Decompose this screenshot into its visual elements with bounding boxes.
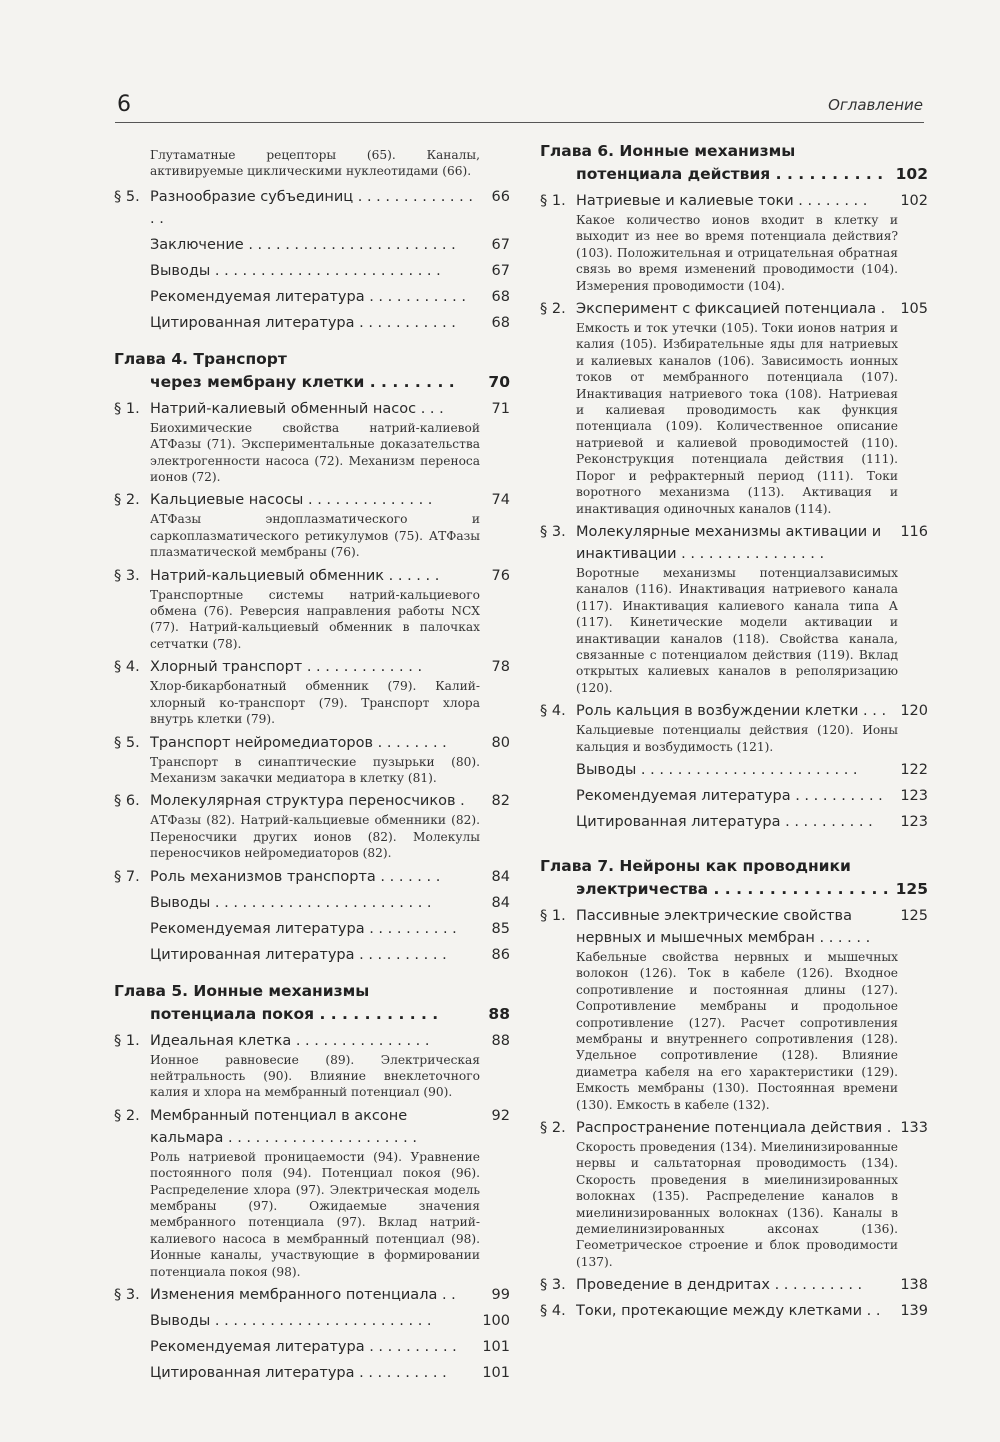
section-title: Выводы . . . . . . . . . . . . . . . . . . . . . . . . [150, 894, 432, 911]
chapter-7 [540, 855, 928, 1322]
section-title: Рекомендуемая литература . . . . . . . . . . [150, 1339, 457, 1355]
chapter-5-entries [114, 1030, 510, 1384]
section-page: 92 [491, 1107, 510, 1124]
toc-line [114, 1030, 510, 1052]
section-number: § 4. [114, 659, 140, 676]
section-page: 76 [491, 567, 510, 584]
section-title: Идеальная клетка . . . . . . . . . . . . . . . [150, 1032, 430, 1049]
section-number: § 6. [114, 793, 140, 810]
section-subtopics: Транспортные системы натрий-кальциевого обмена (76). Реверсия направления работы NCX (77). Натрий-кальциевый обменник в палочках сетчатки (78). [150, 587, 480, 651]
toc-entry [540, 1300, 928, 1322]
toc-entry [114, 790, 510, 861]
section-title: Заключение . . . . . . . . . . . . . . . . . . . . . . . [150, 236, 456, 253]
toc-entry [114, 260, 510, 282]
section-subtopics: Хлор-бикарбонатный обменник (79). Калий-хлорный ко-транспорт (79). Транспорт хлора внутрь клетки (79). [150, 679, 480, 727]
toc-entry [540, 811, 928, 833]
section-title: Распространение потенциала действия . [576, 1120, 892, 1137]
toc-entry [540, 700, 928, 755]
toc-line [540, 811, 928, 833]
toc-line [540, 1117, 928, 1139]
section-number: § 5. [114, 734, 140, 751]
toc-entry [114, 892, 510, 914]
toc-entry [540, 521, 928, 696]
toc-line [540, 298, 928, 320]
section-number: § 5. [114, 188, 140, 205]
toc-line [540, 785, 928, 807]
section-page: 78 [491, 659, 510, 676]
section-page: 85 [491, 920, 510, 937]
chapter-title-cont: потенциала действия . . . . . . . . . . [576, 165, 884, 183]
toc-line [114, 489, 510, 511]
section-page: 74 [491, 492, 510, 509]
section-number: § 2. [114, 1107, 140, 1124]
section-number: § 2. [540, 1120, 566, 1137]
section-page: 138 [900, 1277, 928, 1294]
right-column [540, 140, 928, 1322]
toc-entry [540, 298, 928, 517]
section-title: Цитированная литература . . . . . . . . . . . [150, 314, 456, 331]
section-page: 84 [491, 894, 510, 911]
chapter-6 [540, 140, 928, 833]
left-column [114, 147, 510, 1384]
section-title: Проведение в дендритах . . . . . . . . . . [576, 1277, 863, 1294]
running-title: Оглавление [828, 96, 923, 114]
section-page: 84 [491, 868, 510, 885]
section-page: 133 [900, 1120, 928, 1137]
section-subtopics: Транспорт в синаптические пузырьки (80). Механизм закачки медиатора в клетку (81). [150, 754, 480, 785]
section-number: § 3. [540, 523, 566, 540]
section-page: 101 [482, 1339, 510, 1355]
section-title: Выводы . . . . . . . . . . . . . . . . . . . . . . . . [576, 761, 858, 778]
chapter-title: Глава 6. Ионные механизмы [540, 142, 796, 160]
section-number: § 2. [114, 492, 140, 509]
section-page: 67 [491, 262, 510, 279]
section-page: 68 [491, 314, 510, 331]
toc-line [114, 866, 510, 888]
section-title: Натриевые и калиевые токи . . . . . . . . [576, 193, 868, 209]
section-title: Молекулярные механизмы активации и инактивации . . . . . . . . . . . . . . . . [576, 523, 882, 562]
toc-entry [540, 1274, 928, 1296]
section-page: 67 [491, 236, 510, 253]
section-title: Цитированная литература . . . . . . . . . . [576, 813, 873, 830]
section-subtopics: АТФазы эндоплазматического и саркоплазматического ретикулумов (75). АТФазы плазматической мембраны (76). [150, 512, 480, 560]
section-title: Разнообразие субъединиц . . . . . . . . . . . . . . . [150, 188, 473, 227]
toc-line [540, 190, 928, 212]
toc-entry [540, 785, 928, 807]
ch3-tail [114, 186, 510, 334]
section-page: 86 [491, 946, 510, 963]
section-number: § 4. [540, 703, 566, 720]
section-page: 120 [900, 703, 928, 720]
toc-line [114, 565, 510, 587]
toc-entry [114, 944, 510, 966]
section-number: § 3. [114, 567, 140, 584]
chapter-5 [114, 980, 510, 1384]
section-title: Цитированная литература . . . . . . . . . . [150, 1365, 447, 1381]
section-number: § 2. [540, 301, 566, 318]
section-number: § 1. [114, 400, 140, 417]
section-title: Рекомендуемая литература . . . . . . . . . . . [150, 288, 466, 305]
toc-entry [114, 918, 510, 940]
toc-line [540, 521, 928, 565]
toc-line [114, 398, 510, 420]
toc-line [114, 312, 510, 334]
chapter-4-entries [114, 398, 510, 966]
chapter-page: 125 [895, 879, 928, 898]
toc-entry [114, 398, 510, 486]
toc-entry [114, 312, 510, 334]
section-title: Выводы . . . . . . . . . . . . . . . . . . . . . . . . . [150, 262, 441, 279]
section-page: 122 [900, 761, 928, 778]
toc-entry [114, 1030, 510, 1101]
toc-line [114, 260, 510, 282]
section-title: Натрий-кальциевый обменник . . . . . . [150, 567, 440, 584]
section-title: Транспорт нейромедиаторов . . . . . . . . [150, 734, 447, 751]
chapter-page: 102 [895, 165, 928, 183]
section-number: § 3. [540, 1277, 566, 1294]
toc-entry [114, 565, 510, 653]
section-page: 101 [482, 1365, 510, 1381]
section-number: § 1. [540, 907, 566, 924]
section-subtopics: Емкость и ток утечки (105). Токи ионов натрия и калия (105). Избирательные яды для натриевых и калиевых каналов (106). Зависимость ионных токов от мембранного потенциала (107). Инактивация натриевого тока (108). Натриевая и калиевая проводимость как функция потенциала (109). Количественное описание натриевой и калиевой проводимостей (110). Реконструкция потенциала действия (111). Порог и рефрактерный период (111). Токи воротного механизма (113). Активация и инактивация одиночных каналов (114). [576, 321, 898, 516]
toc-line [114, 186, 510, 230]
chapter-title-cont: через мембрану клетки . . . . . . . . [150, 372, 455, 391]
chapter-title: Глава 5. Ионные механизмы [114, 981, 370, 1000]
section-number: § 1. [114, 1032, 140, 1049]
prefix-text: Глутаматные рецепторы (65). Каналы, активируемые циклическими нуклеотидами (66). [150, 148, 480, 179]
toc-entry [540, 905, 928, 1113]
chapter-7-entries [540, 905, 928, 1322]
toc-entry [114, 186, 510, 230]
section-page: 123 [900, 813, 928, 830]
section-page: 102 [900, 193, 928, 209]
toc-entry [114, 656, 510, 727]
toc-line [114, 1336, 510, 1358]
toc-entry [114, 234, 510, 256]
section-page: 68 [491, 288, 510, 305]
chapter-title: Глава 7. Нейроны как проводники [540, 856, 851, 875]
chapter-page: 70 [488, 372, 510, 391]
section-title: Пассивные электрические свойства нервных и мышечных мембран . . . . . . [576, 907, 871, 946]
toc-line [540, 700, 928, 722]
toc-line [114, 1284, 510, 1306]
section-subtopics: Скорость проведения (134). Миелинизированные нервы и сальтаторная проводимость (134). Скорость проведения в миелинизированных волокнах (135). Распределение каналов в миелинизированных волокнах (136). Каналы в демиелинизированных аксонах (136). Геометрическое строение и блок проводимости (137). [576, 1140, 898, 1269]
chapter-title: Глава 4. Транспорт [114, 349, 287, 368]
section-title: Эксперимент с фиксацией потенциала . [576, 301, 886, 318]
section-title: Роль механизмов транспорта . . . . . . . [150, 868, 441, 885]
toc-line [114, 1362, 510, 1384]
section-page: 66 [491, 188, 510, 205]
toc-line [114, 234, 510, 256]
chapter-4 [114, 348, 510, 966]
section-page: 125 [900, 907, 928, 924]
toc-line [114, 892, 510, 914]
section-subtopics: Биохимические свойства натрий-калиевой АТФазы (71). Экспериментальные доказательства электрогенности насоса (72). Механизм переноса ионов (72). [150, 420, 480, 485]
section-title: Мембранный потенциал в аксоне кальмара . . . . . . . . . . . . . . . . . . . . . [150, 1107, 417, 1146]
section-page: 116 [900, 523, 928, 540]
toc-line [114, 944, 510, 966]
toc-entry [114, 489, 510, 560]
toc-entry [114, 1284, 510, 1306]
section-title: Токи, протекающие между клетками . . [576, 1303, 881, 1320]
toc-entry [540, 190, 928, 294]
chapter-title-cont: потенциала покоя . . . . . . . . . . . [150, 1004, 439, 1023]
section-subtopics: Воротные механизмы потенциалзависимых каналов (116). Инактивация натриевого канала (117). Инактивация калиевого канала типа А (117). Кинетические модели активации и инактивации каналов (118). Свойства канала, связанные с потенциалом действия (119). Вклад открытых калиевых каналов в реполяризацию (120). [576, 565, 898, 695]
section-subtopics: Роль натриевой проницаемости (94). Уравнение постоянного поля (94). Потенциал покоя (96). Распределение хлора (97). Электрическая модель мембраны (97). Ожидаемые значения мембранного потенциала (97). Вклад натрий-калиевого насоса в мембранный потенциал (98). Ионные каналы, участвующие в формировании потенциала покоя (98). [150, 1149, 480, 1279]
chapter-6-entries [540, 190, 928, 833]
section-page: 71 [491, 400, 510, 417]
toc-line [114, 1105, 510, 1149]
page-number: 6 [117, 92, 131, 117]
toc-line [114, 732, 510, 754]
section-page: 123 [900, 787, 928, 804]
section-title: Рекомендуемая литература . . . . . . . . . . [576, 787, 883, 804]
section-subtopics: Кабельные свойства нервных и мышечных волокон (126). Ток в кабеле (126). Входное сопротивление и постоянная длины (127). Сопротивление мембраны и продольное сопротивление (127). Расчет сопротивления мембраны и внутреннего сопротивления (128). Удельное сопротивление (128). Влияние диаметра кабеля на его характеристики (129). Емкость мембраны (130). Постоянная времени (130). Емкость в кабеле (132). [576, 949, 898, 1112]
chapter-page: 88 [488, 1004, 510, 1023]
section-title: Выводы . . . . . . . . . . . . . . . . . . . . . . . . [150, 1313, 432, 1329]
section-page: 100 [482, 1313, 510, 1329]
section-page: 105 [900, 301, 928, 318]
section-number: § 7. [114, 868, 140, 885]
toc-entry [540, 759, 928, 781]
toc-entry [114, 1362, 510, 1384]
header-rule [115, 122, 924, 123]
section-page: 88 [491, 1032, 510, 1049]
section-title: Молекулярная структура переносчиков . [150, 793, 465, 810]
section-subtopics: Ионное равновесие (89). Электрическая нейтральность (90). Влияние внеклеточного калия и хлора на мембранный потенциал (90). [150, 1052, 480, 1100]
toc-line [540, 1274, 928, 1296]
toc-line [540, 759, 928, 781]
section-title: Цитированная литература . . . . . . . . . . [150, 946, 447, 963]
section-page: 82 [491, 793, 510, 810]
toc-line [114, 656, 510, 678]
toc-entry [114, 866, 510, 888]
section-page: 99 [491, 1287, 510, 1303]
toc-line [114, 286, 510, 308]
section-subtopics: Кальциевые потенциалы действия (120). Ионы кальция и возбудимость (121). [576, 723, 898, 754]
toc-entry [114, 1310, 510, 1332]
chapter-title-cont: электричества . . . . . . . . . . . . . . . . [576, 879, 889, 898]
toc-line [540, 1300, 928, 1322]
section-number: § 4. [540, 1303, 566, 1320]
section-title: Хлорный транспорт . . . . . . . . . . . . . [150, 659, 423, 676]
section-title: Изменения мембранного потенциала . . [150, 1287, 456, 1303]
toc-entry [540, 1117, 928, 1270]
toc-entry [114, 286, 510, 308]
section-title: Кальциевые насосы . . . . . . . . . . . . . . [150, 492, 433, 509]
toc-line [114, 1310, 510, 1332]
section-page: 80 [491, 734, 510, 751]
section-title: Рекомендуемая литература . . . . . . . . . . [150, 920, 457, 937]
section-number: § 1. [540, 193, 566, 209]
section-number: § 3. [114, 1287, 140, 1303]
toc-line [540, 905, 928, 949]
toc-line [114, 918, 510, 940]
toc-entry [114, 1105, 510, 1280]
section-title: Роль кальция в возбуждении клетки . . . [576, 703, 887, 720]
toc-entry [114, 732, 510, 787]
section-subtopics: Какое количество ионов входит в клетку и выходит из нее во время потенциала действия? (103). Положительная и отрицательная обратная связь во время изменений проводимости (104). Измерения проводимости (104). [576, 213, 898, 293]
section-title: Натрий-калиевый обменный насос . . . [150, 400, 444, 417]
toc-entry [114, 1336, 510, 1358]
section-page: 139 [900, 1303, 928, 1320]
toc-line [114, 790, 510, 812]
section-subtopics: АТФазы (82). Натрий-кальциевые обменники (82). Переносчики других ионов (82). Молекулы переносчиков нейромедиаторов (82). [150, 813, 480, 861]
